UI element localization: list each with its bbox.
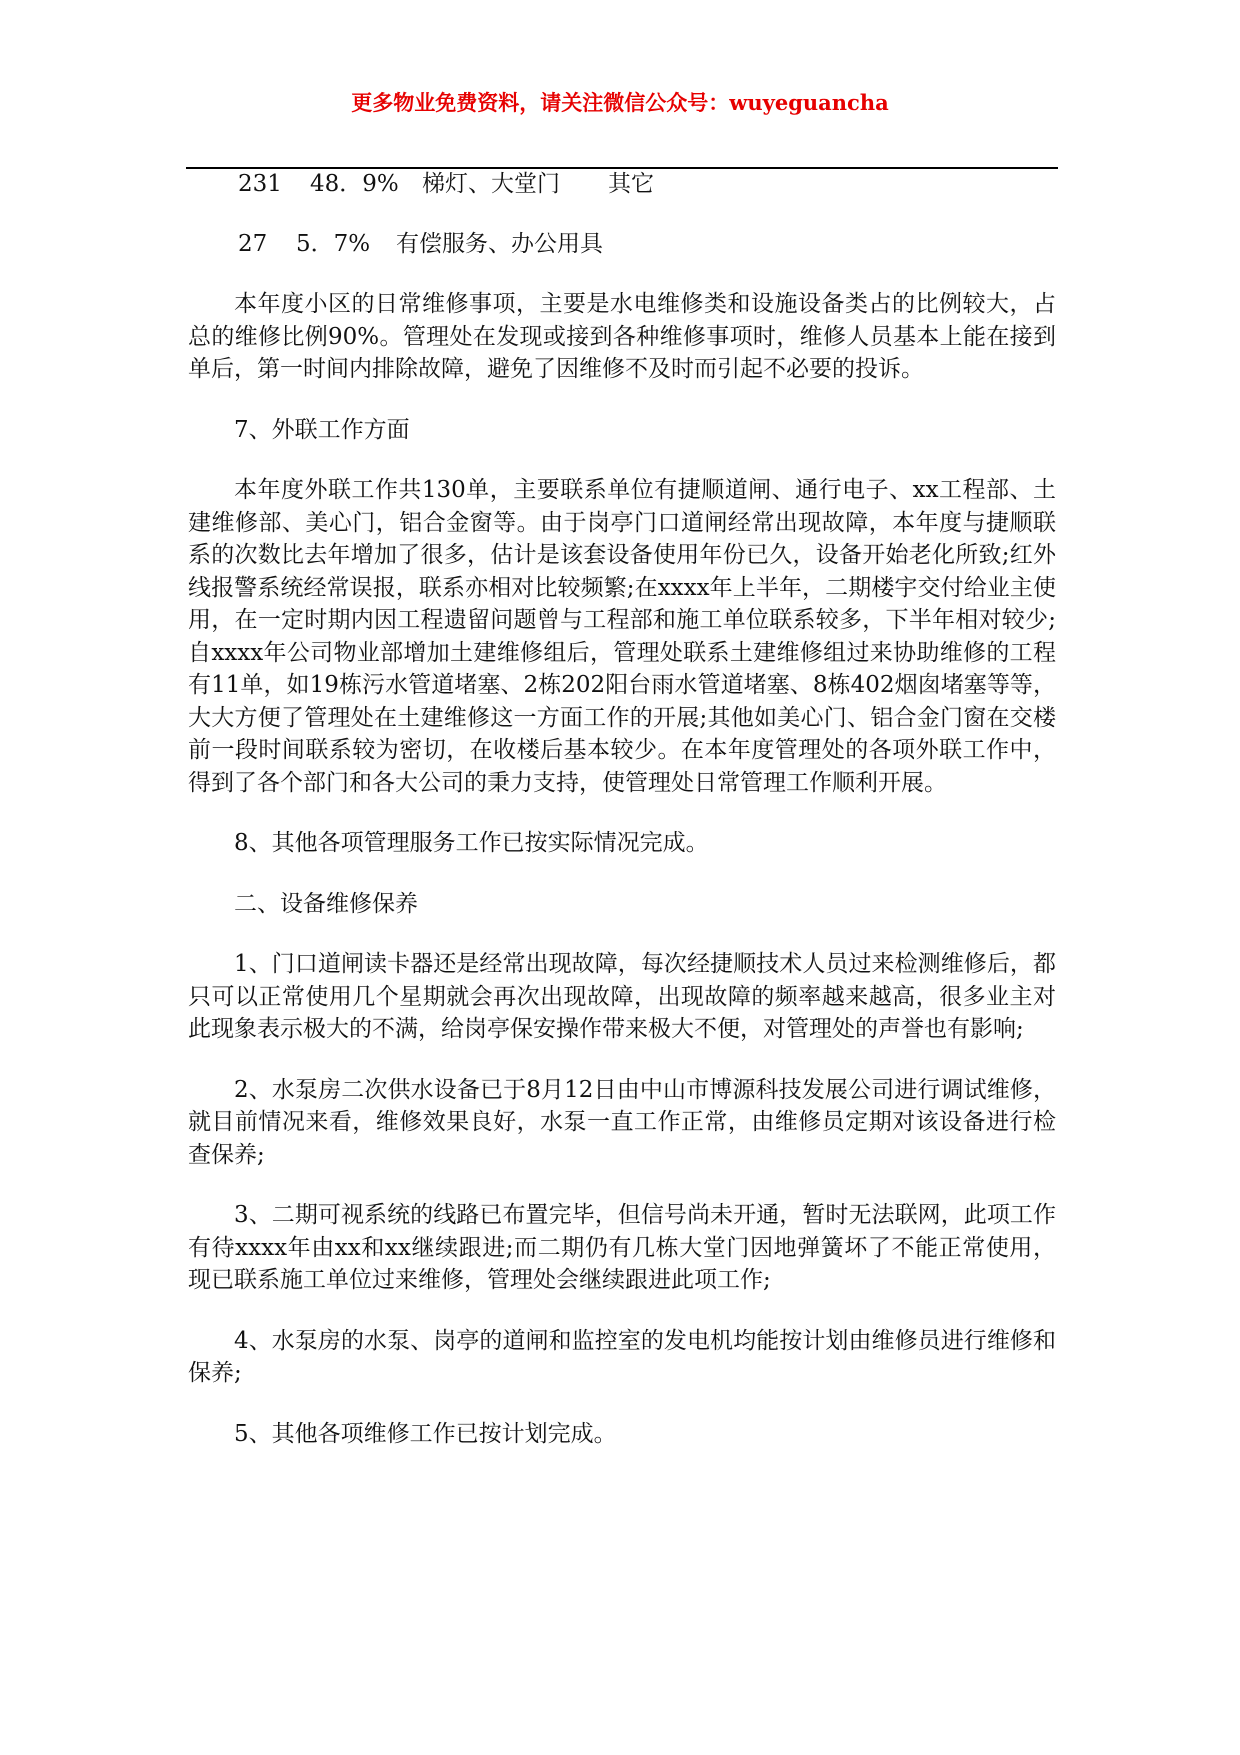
external-relations-paragraph: 本年度外联工作共130单，主要联系单位有捷顺道闸、通行电子、xx工程部、土建维修部、美心门，铝合金窗等。由于岗亭门口道闸经常出现故障，本年度与捷顺联系的次数比去年增加了很多，估计是该套设备使用年份已久，设备开始老化所致;红外线报警系统经常误报，联系亦相对比较频繁;在xxxx年上半年，二期楼宇交付给业主使用，在一定时期内因工程遗留问题曾与工程部和施工单位联系较多，下半年相对较少;自xxxx年公司物业部增加土建维修组后，管理处联系土建维修组过来协助维修的工程有11单，如19栋污水管道堵塞、2栋202阳台雨水管道堵塞、8栋402烟囱堵塞等等，大大方便了管理处在土建维修这一方面工作的开展;其他如美心门、铝合金门窗在交楼前一段时间联系较为密切，在收楼后基本较少。在本年度管理处的各项外联工作中，得到了各个部门和各大公司的秉力支持，使管理处日常管理工作顺利开展。 — [188, 477, 1056, 796]
table-row — [188, 228, 1056, 260]
header-banner: 更多物业免费资料，请关注微信公众号：wuyeguancha — [351, 90, 889, 115]
section-heading-other-services: 8、其他各项管理服务工作已按实际情况完成。 — [234, 830, 709, 856]
row-percent: 5．7% — [296, 231, 371, 257]
row-percent: 48．9% — [310, 171, 399, 197]
row-items: 有偿服务、办公用具 — [396, 231, 603, 257]
row-category: 其它 — [608, 171, 654, 197]
section-heading-equipment-maintenance: 二、设备维修保养 — [234, 890, 418, 917]
equipment-item-1: 1、门口道闸读卡器还是经常出现故障，每次经捷顺技术人员过来检测维修后，都只可以正常使用几个星期就会再次出现故障，出现故障的频率越来越高，很多业主对此现象表示极大的不满，给岗亭保安操作带来极大不便，对管理处的声誉也有影响; — [188, 951, 1056, 1042]
row-count: 27 — [238, 231, 268, 257]
document-body — [188, 168, 1056, 1478]
row-count: 231 — [238, 171, 282, 197]
row-items: 梯灯、大堂门 — [422, 171, 560, 197]
table-row — [188, 168, 1056, 200]
section-heading-external-relations: 7、外联工作方面 — [234, 416, 410, 443]
equipment-item-5: 5、其他各项维修工作已按计划完成。 — [234, 1420, 617, 1447]
maintenance-summary-paragraph: 本年度小区的日常维修事项，主要是水电维修类和设施设备类占的比例较大，占总的维修比例90%。管理处在发现或接到各种维修事项时，维修人员基本上能在接到单后，第一时间内排除故障，避免了因维修不及时而引起不必要的投诉。 — [188, 291, 1056, 382]
equipment-item-4: 4、水泵房的水泵、岗亭的道闸和监控室的发电机均能按计划由维修员进行维修和保养; — [188, 1327, 1056, 1386]
equipment-item-3: 3、二期可视系统的线路已布置完毕，但信号尚未开通，暂时无法联网，此项工作有待xxxx年由xx和xx继续跟进;而二期仍有几栋大堂门因地弹簧坏了不能正常使用，现已联系施工单位过来维修，管理处会继续跟进此项工作; — [188, 1202, 1056, 1293]
equipment-item-2: 2、水泵房二次供水设备已于8月12日由中山市博源科技发展公司进行调试维修，就目前情况来看，维修效果良好，水泵一直工作正常，由维修员定期对该设备进行检查保养; — [188, 1076, 1056, 1168]
